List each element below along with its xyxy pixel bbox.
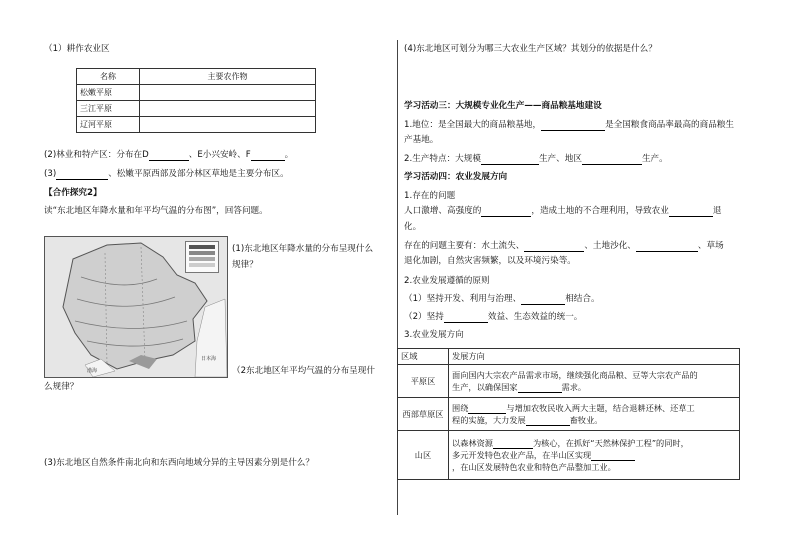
q4-text: (4)东北地区可划分为哪三大农业生产区域？其划分的依据是什么？ bbox=[404, 44, 657, 54]
table-row bbox=[77, 85, 316, 101]
principle1-text-a: （1）坚持开发、利用与治理、 bbox=[404, 294, 522, 304]
map-q2-line1: （2东北地区年平均气温的分布呈现什 bbox=[232, 366, 375, 376]
answer-blank[interactable] bbox=[444, 313, 488, 323]
directions-title: 3.农业发展方向 bbox=[404, 330, 464, 340]
act3-text-a: 1.地位：是全国最大的商品粮基地， bbox=[404, 120, 542, 130]
answer-blank[interactable] bbox=[541, 121, 605, 131]
map-label-sea-of-japan: 日本海 bbox=[201, 356, 217, 362]
map-label-bohai: 渤海 bbox=[87, 368, 98, 374]
activity4-title: 学习活动四：农业发展方向 bbox=[404, 172, 508, 182]
q3-line bbox=[44, 169, 289, 180]
prob2-text-a: 存在的问题主要有：水土流失、 bbox=[404, 241, 525, 251]
dev-header-region: 区域 bbox=[398, 349, 449, 365]
q2-text-b: 、E小兴安岭、F bbox=[188, 150, 251, 160]
dev-text: 与增加农牧民收入两大主题，结合退耕还林、还草工 bbox=[506, 402, 695, 413]
dev-text: 多元开发特色农业产品，在半山区实现 bbox=[452, 449, 592, 460]
principles-title: 2.农业发展遵循的原则 bbox=[404, 276, 490, 286]
principle2 bbox=[404, 312, 582, 323]
crop-table-answer-cell[interactable] bbox=[140, 117, 316, 133]
crop-table-answer-cell[interactable] bbox=[140, 85, 316, 101]
act3-text-b: 是全国粮食商品率最高的商品粮生 bbox=[605, 120, 735, 130]
intro-text: 读“东北地区年降水量和年平均气温的分布图”，回答问题。 bbox=[44, 206, 268, 216]
answer-blank[interactable] bbox=[493, 439, 533, 449]
act3-text-a: 2.生产特点：大规模 bbox=[404, 154, 481, 164]
prob-text-b: ，造成土地的不合理利用，导致农业 bbox=[531, 206, 669, 216]
crop-table-region: 松嫩平原 bbox=[77, 85, 140, 101]
answer-blank[interactable] bbox=[524, 242, 584, 252]
q2-text-c: 。 bbox=[284, 150, 294, 160]
dev-text: 畜牧业。 bbox=[569, 415, 603, 425]
principle2-text-b: 效益、生态效益的统一。 bbox=[487, 312, 583, 322]
dev-direction-cell bbox=[449, 398, 740, 431]
q3-text-b: 、松嫩平原西部及部分林区草地是主要分布区。 bbox=[108, 169, 289, 179]
crop-table-region: 辽河平原 bbox=[77, 117, 140, 133]
development-table bbox=[397, 348, 740, 480]
act3-line1 bbox=[404, 120, 734, 131]
dev-text: ，在山区发展特色农业和特色产品整加工业。 bbox=[452, 462, 616, 473]
table-row bbox=[77, 101, 316, 117]
northeast-map bbox=[44, 236, 228, 378]
q1-title: （1）耕作农业区 bbox=[44, 44, 110, 54]
principle1 bbox=[404, 294, 600, 305]
prob-text-c: 退 bbox=[712, 206, 722, 216]
dev-text: 生产，以确保国家 bbox=[452, 382, 518, 392]
answer-blank[interactable] bbox=[518, 383, 562, 393]
answer-blank[interactable] bbox=[251, 151, 285, 161]
dev-text: 程的实施，大力发展 bbox=[452, 415, 526, 425]
dev-region-mountain: 山区 bbox=[398, 431, 449, 480]
act3-text-b: 生产、地区 bbox=[538, 154, 582, 164]
problems-line2-cont: 退化加剧，自然灾害频繁，以及环境污染等。 bbox=[404, 256, 576, 266]
crop-table-region: 三江平原 bbox=[77, 101, 140, 117]
crop-table-header-name: 名称 bbox=[77, 69, 140, 85]
dev-text: 围绕 bbox=[452, 402, 469, 413]
answer-blank[interactable] bbox=[636, 242, 698, 252]
dev-text: 为核心，在抓好“天然林保护工程”的同时， bbox=[532, 437, 689, 448]
q2-text-a: (2)林业和特产区：分布在D bbox=[44, 150, 149, 160]
coop-title: 【合作探究2】 bbox=[44, 188, 102, 198]
dev-text: 需求。 bbox=[561, 382, 587, 392]
problems-line1-cont: 化。 bbox=[404, 222, 422, 232]
principle2-text-a: （2）坚持 bbox=[404, 312, 444, 322]
crop-table-answer-cell[interactable] bbox=[140, 101, 316, 117]
prob2-text-b: 、土地沙化、 bbox=[584, 241, 636, 251]
answer-blank[interactable] bbox=[149, 151, 189, 161]
problems-line1 bbox=[404, 206, 721, 217]
principle1-text-b: 相结合。 bbox=[565, 294, 600, 304]
q-bottom: (3)东北地区自然条件南北向和东西向地域分异的主导因素分别是什么？ bbox=[44, 458, 314, 468]
dev-text: 面向国内大宗农产品需求市场，继续强化商品粮、豆等大宗农产品的 bbox=[452, 369, 698, 380]
answer-blank[interactable] bbox=[56, 170, 108, 180]
map-q1-line2: 规律？ bbox=[232, 260, 258, 270]
crop-table-header-crops: 主要农作物 bbox=[140, 69, 316, 85]
problems-line2 bbox=[404, 241, 724, 252]
act3-text-c: 生产。 bbox=[641, 154, 668, 164]
prob-text-a: 人口激增、高强度的 bbox=[404, 206, 482, 216]
answer-blank[interactable] bbox=[669, 207, 713, 217]
table-row bbox=[398, 431, 740, 480]
table-row bbox=[77, 117, 316, 133]
answer-blank[interactable] bbox=[521, 295, 565, 305]
act3-line2 bbox=[404, 154, 668, 165]
table-row bbox=[398, 365, 740, 398]
q2-line bbox=[44, 150, 293, 161]
map-legend bbox=[185, 241, 219, 273]
answer-blank[interactable] bbox=[591, 451, 635, 461]
map-q2-line2: 么规律？ bbox=[44, 382, 79, 392]
dev-text: 以森林资源 bbox=[452, 437, 493, 448]
crop-table bbox=[76, 68, 316, 133]
answer-blank[interactable] bbox=[481, 207, 531, 217]
dev-direction-cell bbox=[449, 431, 740, 480]
q3-text-a: (3) bbox=[44, 169, 57, 179]
answer-blank[interactable] bbox=[481, 155, 539, 165]
map-q1-line1: (1)东北地区年降水量的分布呈现什么 bbox=[232, 244, 374, 254]
answer-blank[interactable] bbox=[582, 155, 642, 165]
problems-title: 1.存在的问题 bbox=[404, 191, 456, 201]
dev-header-direction: 发展方向 bbox=[449, 349, 740, 365]
dev-region-plain: 平原区 bbox=[398, 365, 449, 398]
prob2-text-c: 、草场 bbox=[697, 241, 724, 251]
dev-region-grassland: 西部草原区 bbox=[398, 398, 449, 431]
act3-line1-cont: 产基地。 bbox=[404, 135, 439, 145]
answer-blank[interactable] bbox=[526, 416, 570, 426]
table-row bbox=[398, 398, 740, 431]
activity3-title: 学习活动三：大规模专业化生产——商品粮基地建设 bbox=[404, 101, 602, 111]
dev-direction-cell bbox=[449, 365, 740, 398]
answer-blank[interactable] bbox=[468, 404, 506, 414]
